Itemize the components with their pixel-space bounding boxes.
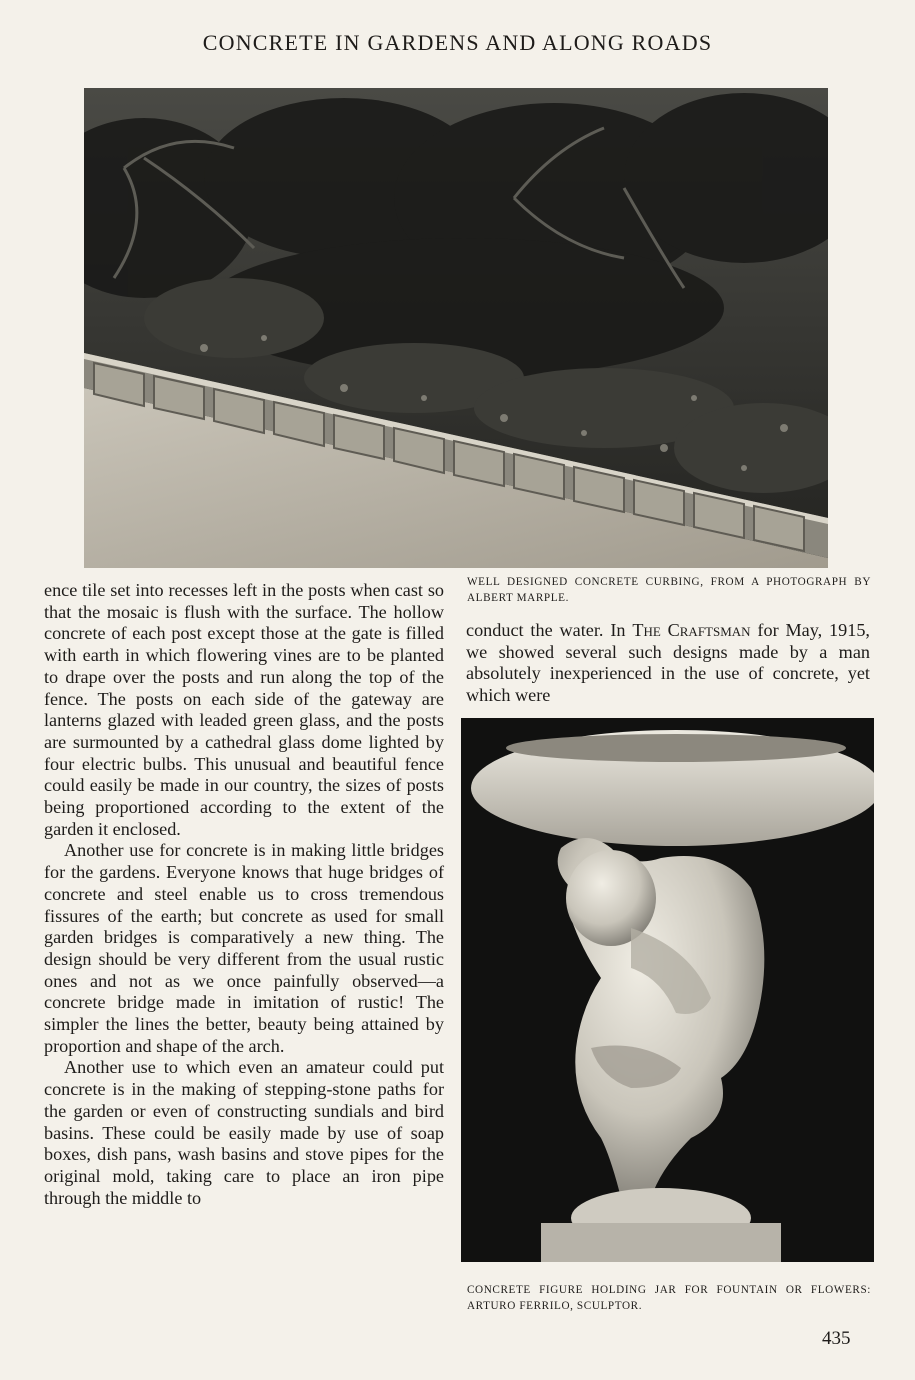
left-paragraph-2: Another use for concrete is in making little bridges for the gardens. Everyone knows that huge bridges of concrete and steel enable us to cross tremendous fissures of the earth; but concrete as used for small garden bridges is comparatively a new thing. The design should be very different from the usual rustic ones and not as we once painfully observed—a concrete bridge made in imitation of rustic! The simpler the lines the better, beauty being attained by proportion and shape of the arch. (44, 840, 444, 1056)
right-column (466, 620, 870, 707)
fountain-sculpture-illustration (461, 718, 874, 1262)
right-text-before: conduct the water. In (466, 620, 633, 640)
magazine-title: The Craftsman (632, 620, 751, 640)
curbing-photograph (84, 88, 828, 568)
fountain-sculpture-photograph (461, 718, 874, 1262)
page-header: CONCRETE IN GARDENS AND ALONG ROADS (202, 30, 713, 55)
curbing-caption: WELL DESIGNED CONCRETE CURBING, FROM A PHOTOGRAPH BY ALBERT MARPLE. (467, 576, 871, 604)
fountain-caption: CONCRETE FIGURE HOLDING JAR FOR FOUNTAIN OR FLOWERS: ARTURO FERRILO, SCULPTOR. (467, 1284, 871, 1312)
right-paragraph (466, 620, 870, 707)
right-text-after: for May, 1915, we showed several such designs made by a man absolutely inexperienced in the use of concrete, yet which were (466, 620, 870, 706)
curbing-photo-illustration (84, 88, 828, 568)
left-paragraph-1: ence tile set into recesses left in the posts when cast so that the mosaic is flush with the surface. The hollow concrete of each post except those at the gate is filled with earth in which flowering vines are to be planted to drape over the posts and run along the top of the fence. The posts on each side of the gateway are lanterns glazed with leaded green glass, and the posts are surmounted by a cathedral glass dome lighted by four electric bulbs. This unusual and beautiful fence could easily be made in our country, the sizes of posts being proportioned according to the extent of the garden it enclosed. (44, 580, 444, 839)
page-number: 435 (822, 1328, 851, 1349)
left-paragraph-3: Another use to which even an amateur could put concrete is in the making of stepping-stone paths for the garden or even of constructing sundials and bird basins. These could be easily made by use of soap boxes, dish pans, wash basins and stove pipes for the original mold, taking care to place an iron pipe through the middle to (44, 1057, 444, 1208)
left-column (44, 580, 444, 1209)
